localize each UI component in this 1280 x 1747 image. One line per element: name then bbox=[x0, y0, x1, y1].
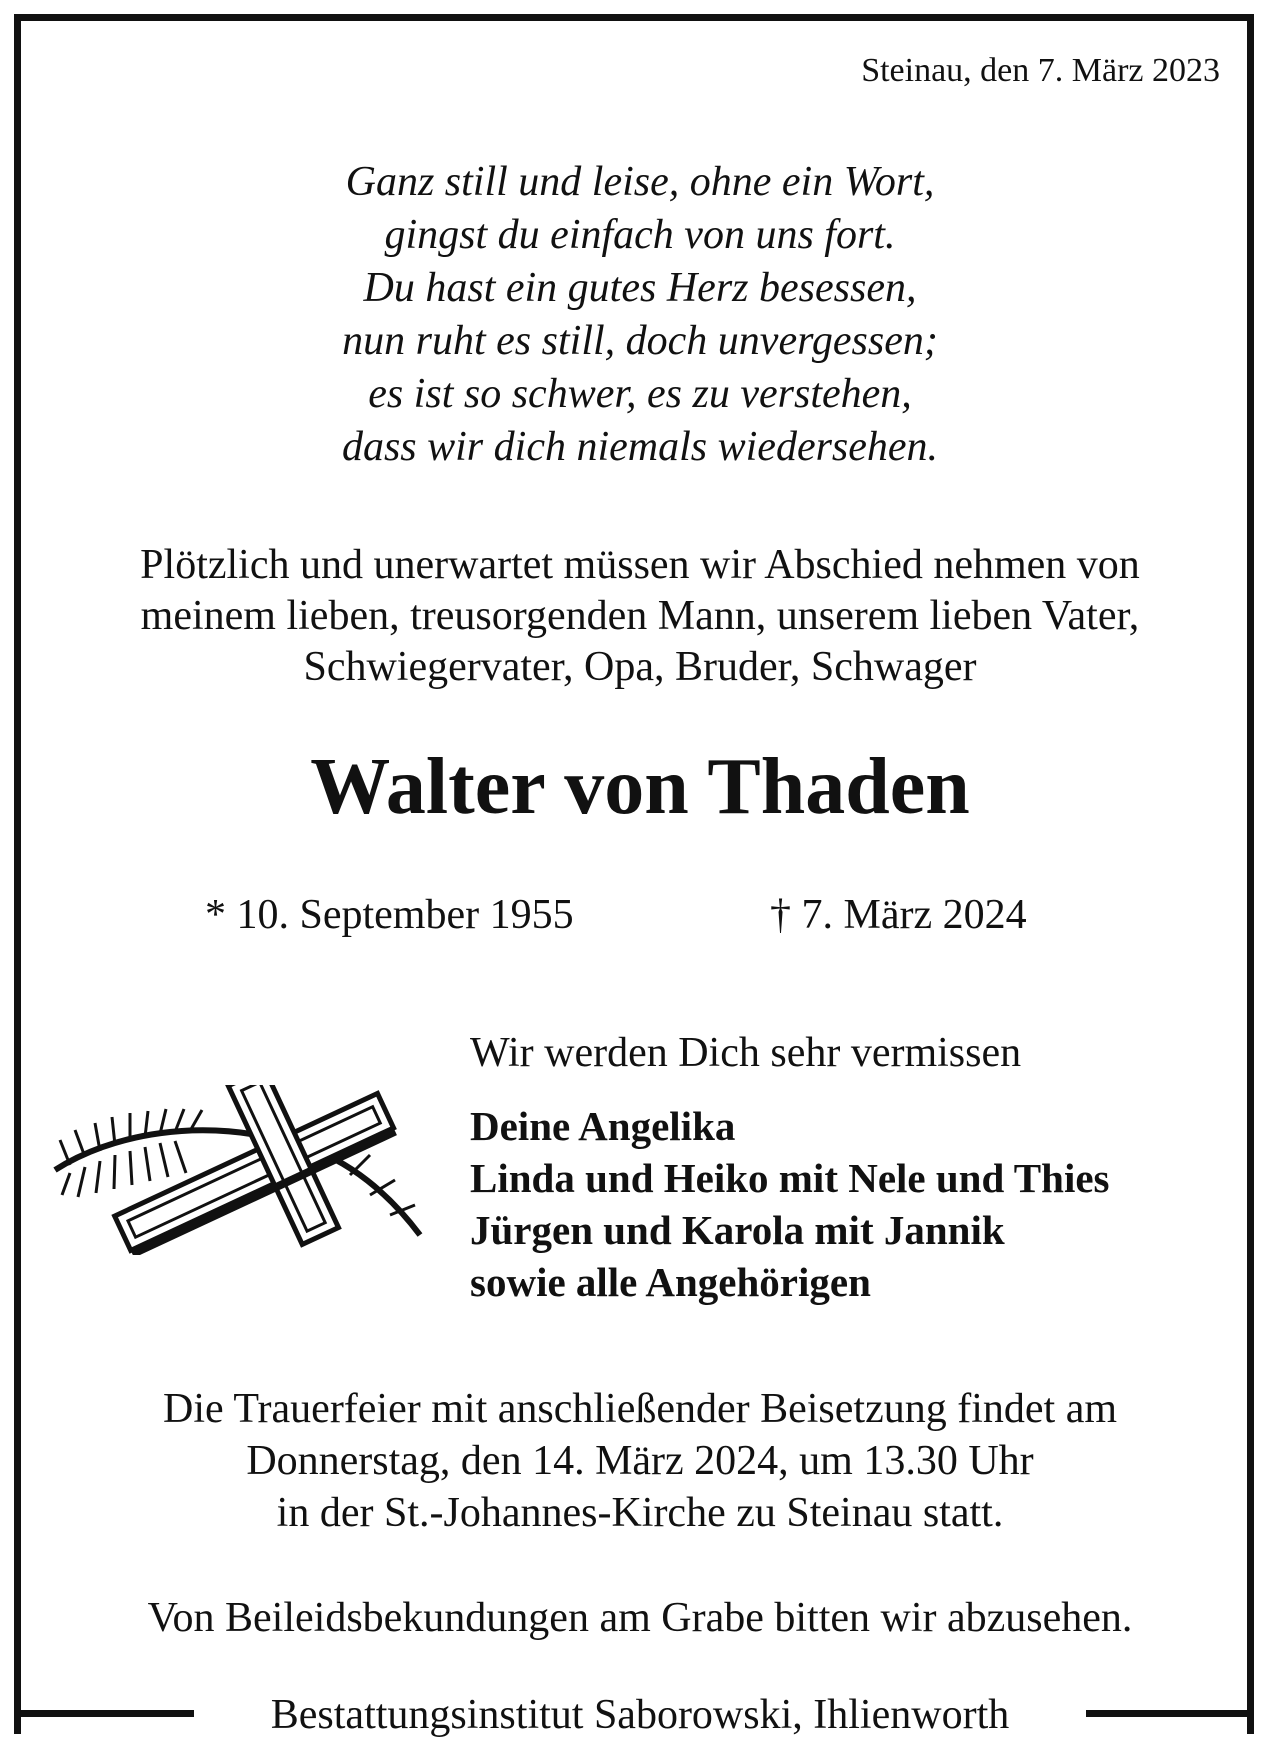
birth-date: * 10. September 1955 bbox=[205, 892, 574, 938]
undertaker-credit: Bestattungsinstitut Saborowski, Ihlienworth bbox=[270, 1692, 1010, 1738]
service-line: Die Trauerfeier mit anschließender Beisetzung findet am bbox=[162, 1386, 1118, 1432]
mourners-intro: Wir werden Dich sehr vermissen bbox=[470, 1030, 1022, 1076]
mourners-list bbox=[470, 1100, 1109, 1308]
intro-line: Schwiegervater, Opa, Bruder, Schwager bbox=[303, 644, 977, 690]
service-line: in der St.-Johannes-Kirche zu Steinau statt. bbox=[276, 1490, 1004, 1536]
service-info bbox=[0, 1383, 1280, 1539]
service-line: Donnerstag, den 14. März 2024, um 13.30 Uhr bbox=[246, 1438, 1034, 1484]
poem-line: Ganz still und leise, ohne ein Wort, bbox=[345, 159, 935, 205]
condolence-note: Von Beileidsbekundungen am Grabe bitten wir abzusehen. bbox=[147, 1595, 1133, 1641]
poem-line: es ist so schwer, es zu verstehen, bbox=[368, 371, 912, 417]
mourner-line: sowie alle Angehörigen bbox=[470, 1259, 871, 1305]
intro-text bbox=[0, 540, 1280, 693]
mourner-line: Jürgen und Karola mit Jannik bbox=[470, 1207, 1005, 1253]
poem-line: dass wir dich niemals wiedersehen. bbox=[341, 424, 939, 470]
poem bbox=[0, 156, 1280, 474]
cross-with-palm-branch-icon bbox=[50, 1085, 425, 1255]
intro-line: meinem lieben, treusorgenden Mann, unserem lieben Vater, bbox=[140, 593, 1140, 639]
poem-line: Du hast ein gutes Herz besessen, bbox=[363, 265, 917, 311]
deceased-name: Walter von Thaden bbox=[310, 743, 970, 831]
mourner-line: Linda und Heiko mit Nele und Thies bbox=[470, 1155, 1110, 1201]
poem-line: nun ruht es still, doch unvergessen; bbox=[342, 318, 938, 364]
intro-line: Plötzlich und unerwartet müssen wir Abschied nehmen von bbox=[140, 542, 1140, 588]
poem-line: gingst du einfach von uns fort. bbox=[384, 212, 896, 258]
mourner-line: Deine Angelika bbox=[470, 1103, 736, 1149]
death-date: † 7. März 2024 bbox=[770, 892, 1027, 938]
place-date: Steinau, den 7. März 2023 bbox=[861, 52, 1220, 89]
